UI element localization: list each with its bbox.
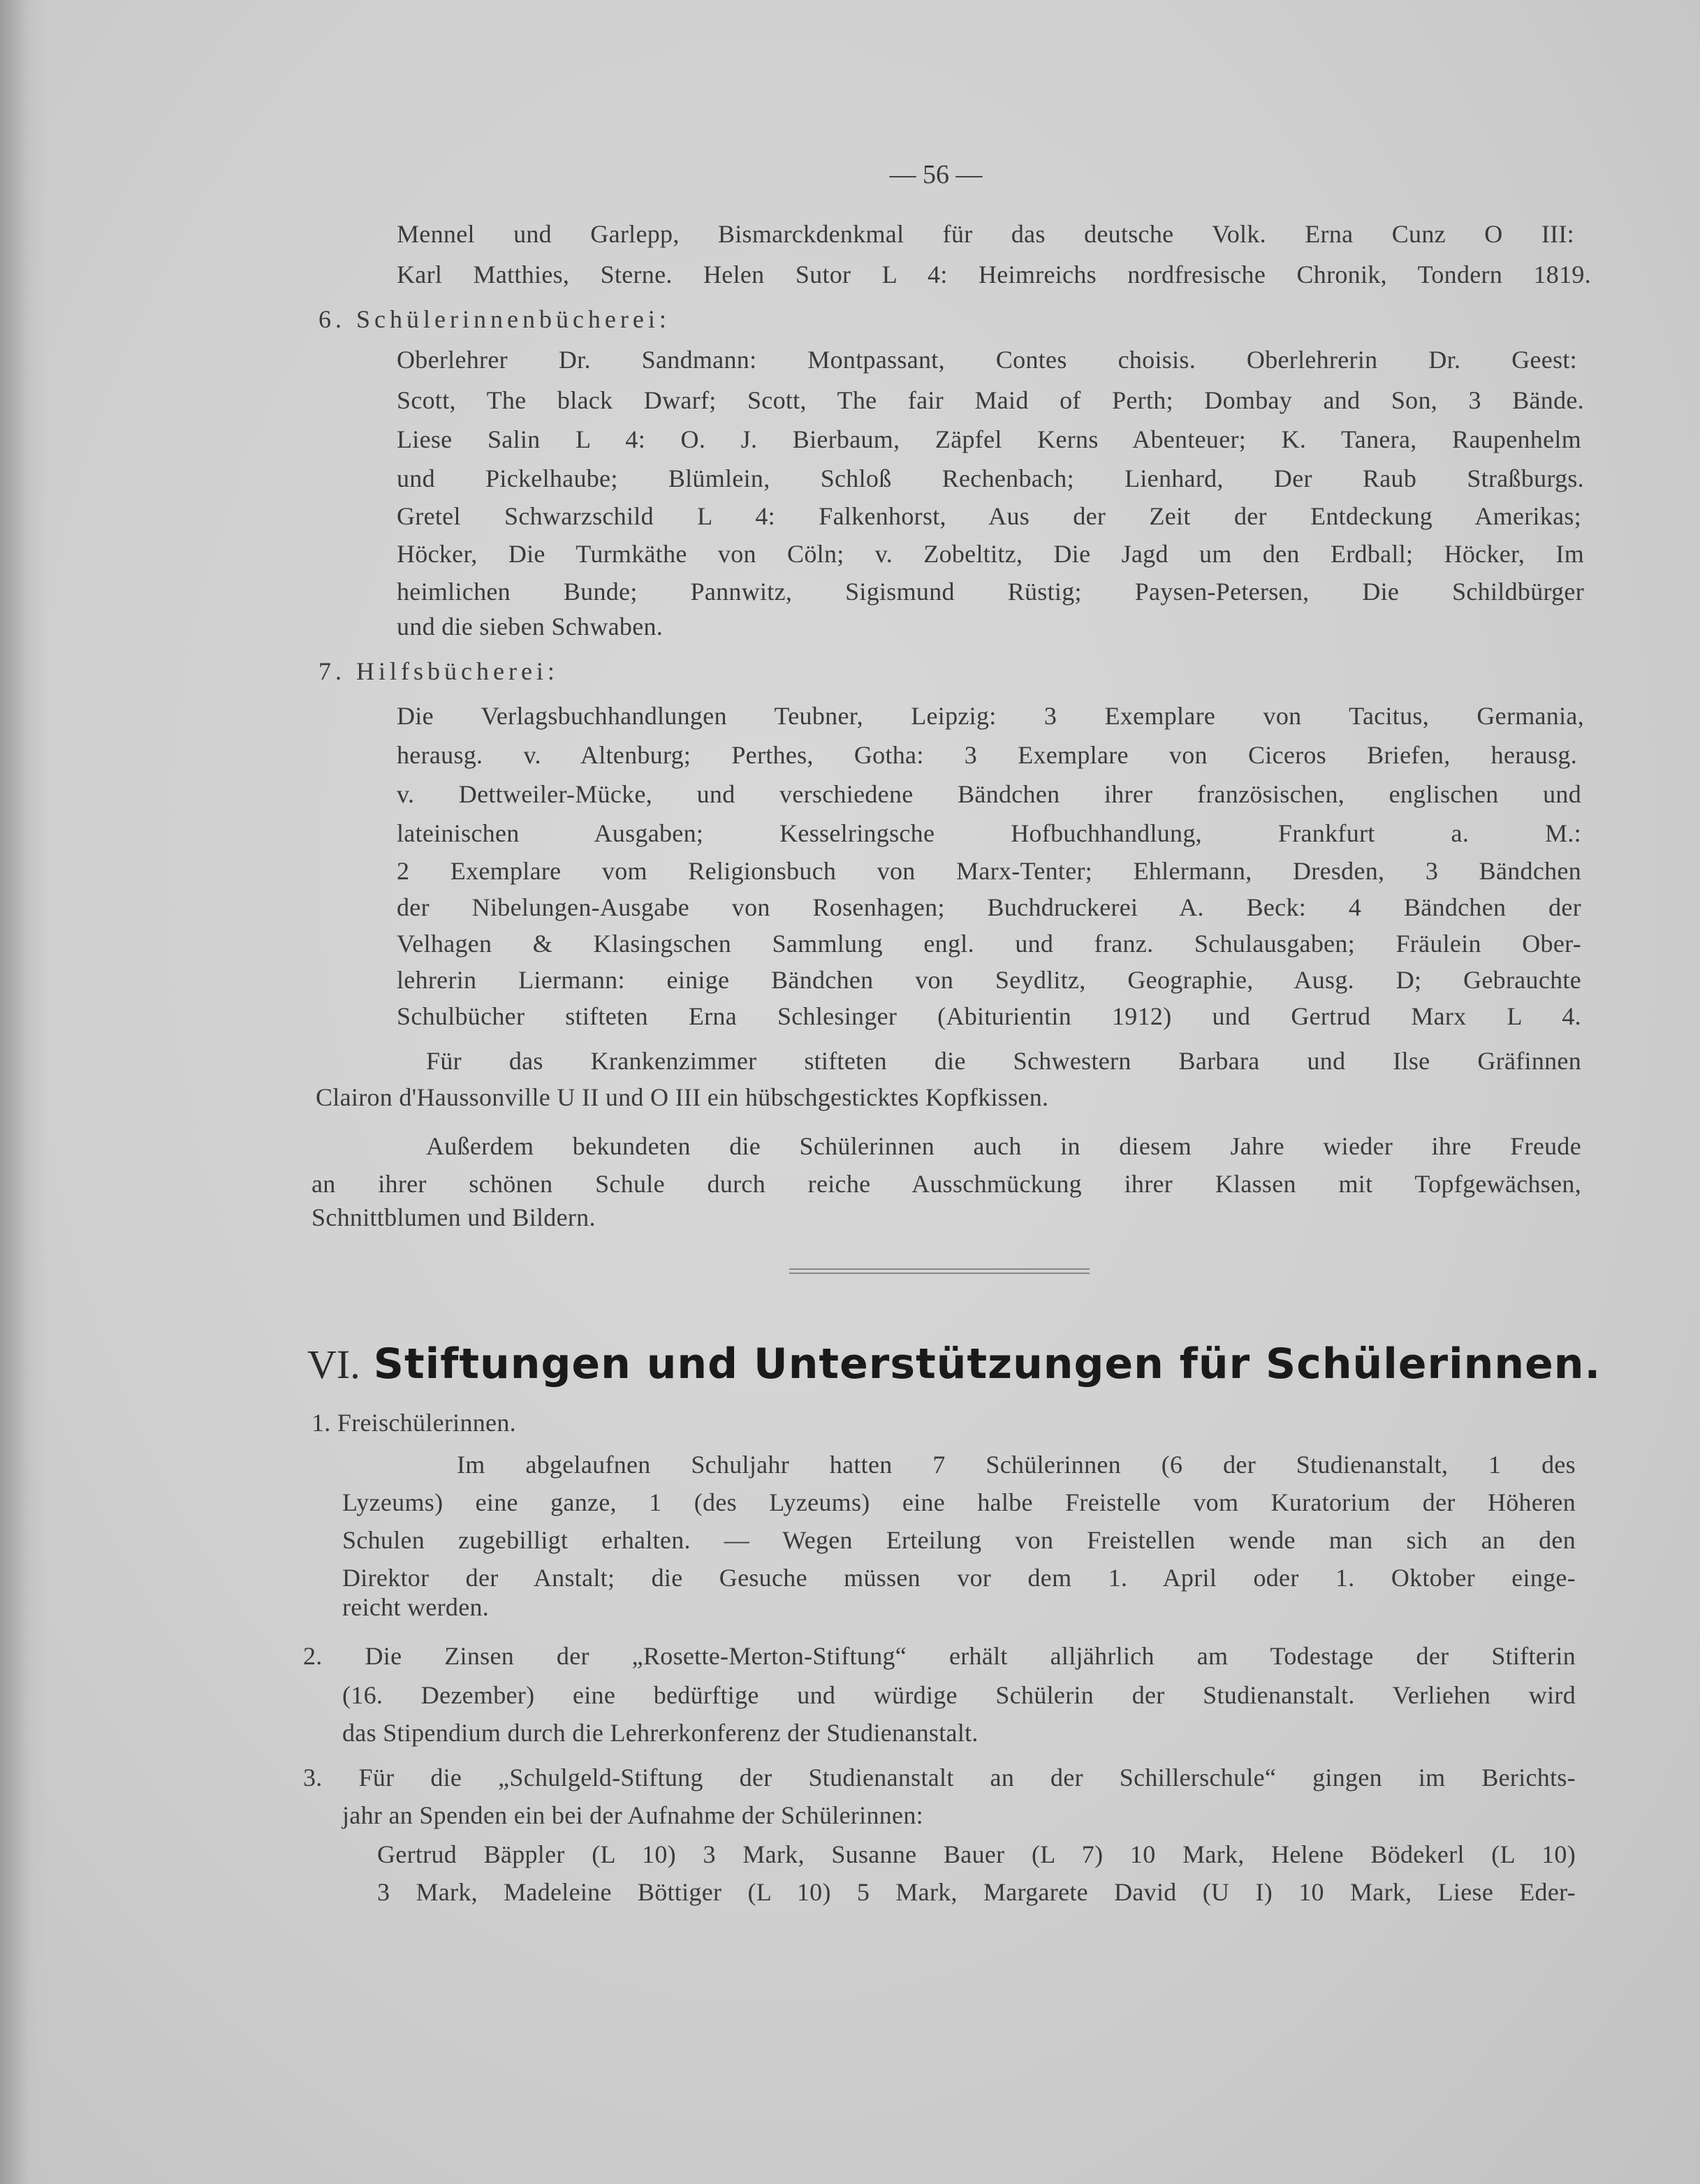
section-title-text: Stiftungen und Unterstützungen für Schülerinnen. [373,1340,1602,1388]
text-line: Gretel Schwarzschild L 4: Falkenhorst, Aus der Zeit der Entdeckung Amerikas; [397,502,1581,530]
section-heading-6: 6. Schülerinnenbücherei: [318,305,671,333]
item-heading-1: 1. Freischülerinnen. [312,1409,516,1437]
text-line: 3. Für die „Schulgeld-Stiftung der Studienanstalt an der Schillerschule“ gingen im Berichts- [303,1764,1576,1791]
text-line: heimlichen Bunde; Pannwitz, Sigismund Rüstig; Paysen-Petersen, Die Schildbürger [397,578,1584,606]
text-line: 2. Die Zinsen der „Rosette-Merton-Stiftung“ erhält alljährlich am Todestage der Stifterin [303,1642,1576,1670]
text-line: Mennel und Garlepp, Bismarckdenkmal für das deutsche Volk. Erna Cunz O III: [397,220,1574,248]
text-line: Gertrud Bäppler (L 10) 3 Mark, Susanne Bauer (L 7) 10 Mark, Helene Bödekerl (L 10) [377,1840,1576,1868]
text-line: (16. Dezember) eine bedürftige und würdige Schülerin der Studienanstalt. Verliehen wird [342,1681,1576,1709]
text-line: Liese Salin L 4: O. J. Bierbaum, Zäpfel Kerns Abenteuer; K. Tanera, Raupenhelm [397,425,1581,453]
text-line: 2 Exemplare vom Religionsbuch von Marx-Tenter; Ehlermann, Dresden, 3 Bändchen [397,857,1581,885]
page-number: — 56 — [889,160,983,189]
text-line: herausg. v. Altenburg; Perthes, Gotha: 3 Exemplare von Ciceros Briefen, herausg. [397,741,1577,769]
text-line: Schulen zugebilligt erhalten. — Wegen Erteilung von Freistellen wende man sich an den [342,1526,1576,1554]
text-line: an ihrer schönen Schule durch reiche Ausschmückung ihrer Klassen mit Topfgewächsen, [312,1170,1581,1198]
text-line: Höcker, Die Turmkäthe von Cöln; v. Zobeltitz, Die Jagd um den Erdball; Höcker, Im [397,540,1584,568]
text-line: Scott, The black Dwarf; Scott, The fair Maid of Perth; Dombay and Son, 3 Bände. [397,386,1584,414]
text-line: 3 Mark, Madeleine Böttiger (L 10) 5 Mark, Margarete David (U I) 10 Mark, Liese Eder- [377,1878,1576,1906]
text-line: Im abgelaufnen Schuljahr hatten 7 Schülerinnen (6 der Studienanstalt, 1 des [457,1451,1576,1479]
section-title-vi [307,1340,1602,1388]
text-line: und Pickelhaube; Blümlein, Schloß Rechenbach; Lienhard, Der Raub Straßburgs. [397,464,1584,492]
text-line: v. Dettweiler-Mücke, und verschiedene Bändchen ihrer französischen, englischen und [397,780,1581,808]
text-line: Karl Matthies, Sterne. Helen Sutor L 4: Heimreichs nordfresische Chronik, Tondern 1819. [397,261,1591,288]
text-line: der Nibelungen-Ausgabe von Rosenhagen; Buchdruckerei A. Beck: 4 Bändchen der [397,893,1581,921]
text-line: Velhagen & Klasingschen Sammlung engl. und franz. Schulausgaben; Fräulein Ober- [397,930,1581,958]
text-line: Die Verlagsbuchhandlungen Teubner, Leipzig: 3 Exemplare von Tacitus, Germania, [397,702,1584,730]
page-edge-shadow [0,0,49,2184]
text-line: Außerdem bekundeten die Schülerinnen auch in diesem Jahre wieder ihre Freude [426,1132,1581,1160]
text-line: lateinischen Ausgaben; Kesselringsche Hofbuchhandlung, Frankfurt a. M.: [397,819,1581,847]
section-heading-7: 7. Hilfsbücherei: [318,657,559,685]
text-line: Schulbücher stifteten Erna Schlesinger (Abiturientin 1912) und Gertrud Marx L 4. [397,1002,1581,1030]
text-line: reicht werden. [342,1593,490,1621]
text-line: jahr an Spenden ein bei der Aufnahme der Schülerinnen: [342,1801,923,1829]
section-roman-numeral: VI. [307,1342,360,1387]
text-line: Schnittblumen und Bildern. [312,1203,596,1231]
text-line: Clairon d'Haussonville U II und O III ein hübschgesticktes Kopfkissen. [316,1083,1049,1111]
text-line: Für das Krankenzimmer stifteten die Schwestern Barbara und Ilse Gräfinnen [426,1047,1581,1075]
text-line: und die sieben Schwaben. [397,613,664,640]
section-divider [789,1268,1090,1274]
text-line: Lyzeums) eine ganze, 1 (des Lyzeums) eine halbe Freistelle vom Kuratorium der Höheren [342,1488,1576,1516]
text-line: Direktor der Anstalt; die Gesuche müssen vor dem 1. April oder 1. Oktober einge- [342,1564,1576,1592]
text-line: das Stipendium durch die Lehrerkonferenz der Studienanstalt. [342,1719,979,1747]
text-line: Oberlehrer Dr. Sandmann: Montpassant, Contes choisis. Oberlehrerin Dr. Geest: [397,346,1577,374]
text-line: lehrerin Liermann: einige Bändchen von Seydlitz, Geographie, Ausg. D; Gebrauchte [397,966,1581,994]
